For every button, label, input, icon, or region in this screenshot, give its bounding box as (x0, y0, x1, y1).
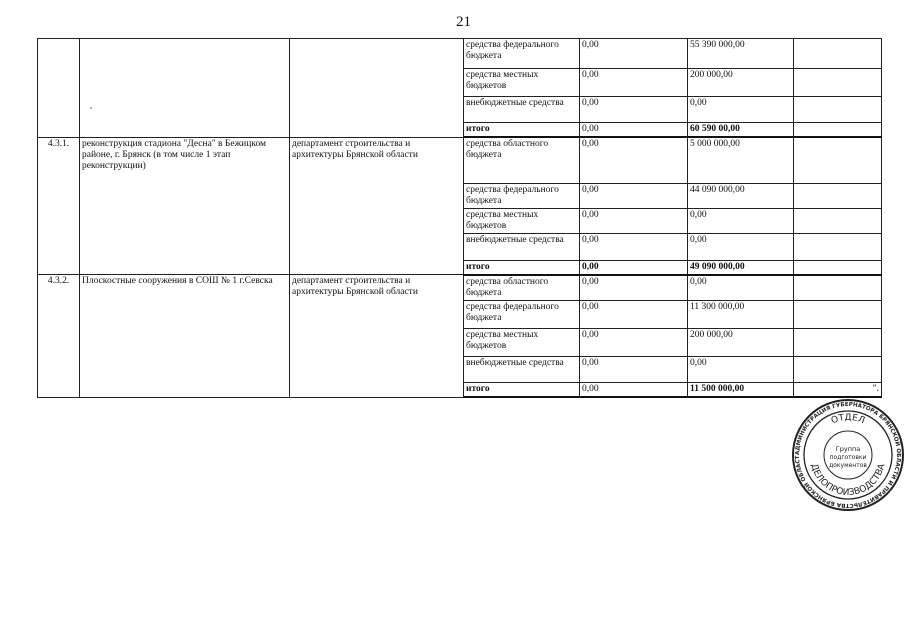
funding-source: внебюджетные средства (464, 357, 580, 383)
value-col-1: 0,00 (580, 208, 688, 233)
value-col-3 (794, 233, 882, 260)
value-col-3 (794, 123, 882, 138)
responsible-dept: департамент строительства и архитектуры Брянской области (290, 137, 464, 275)
stamp-ring-text: АДМИНИСТРАЦИЯ ГУБЕРНАТОРА БРЯНСКОЙ ОБЛАСТИ И ПРАВИТЕЛЬСТВА БРЯНСКОЙ ОБЛАСТ (794, 401, 902, 509)
value-col-1: 0,00 (580, 383, 688, 398)
value-col-2: 200 000,00 (688, 329, 794, 357)
table-row (38, 275, 882, 301)
value-col-1: 0,00 (580, 329, 688, 357)
funding-source: внебюджетные средства (464, 97, 580, 123)
value-col-1: 0,00 (580, 39, 688, 69)
value-col-2: 0,00 (688, 357, 794, 383)
value-col-3 (794, 183, 882, 208)
value-col-2: 49 090 000,00 (688, 260, 794, 275)
page-number: 21 (456, 14, 471, 30)
value-col-3 (794, 39, 882, 69)
item-name (80, 39, 290, 138)
value-col-1: 0,00 (580, 301, 688, 329)
item-number (38, 39, 80, 138)
value-col-3 (794, 260, 882, 275)
value-col-2: 5 000 000,00 (688, 137, 794, 183)
value-col-1: 0,00 (580, 357, 688, 383)
funding-source: внебюджетные средства (464, 233, 580, 260)
funding-source: средства областного бюджета (464, 275, 580, 301)
funding-source: средства местных бюджетов (464, 329, 580, 357)
value-col-3 (794, 69, 882, 97)
value-col-2: 0,00 (688, 208, 794, 233)
value-col-2: 55 390 000,00 (688, 39, 794, 69)
value-col-3 (794, 357, 882, 383)
item-number: 4.3.2. (38, 275, 80, 398)
value-col-1: 0,00 (580, 123, 688, 138)
value-col-1: 0,00 (580, 275, 688, 301)
table-row (38, 137, 882, 183)
value-col-3 (794, 97, 882, 123)
value-col-2: 0,00 (688, 97, 794, 123)
responsible-dept (290, 39, 464, 138)
funding-source: средства местных бюджетов (464, 208, 580, 233)
value-col-1: 0,00 (580, 137, 688, 183)
value-col-1: 0,00 (580, 97, 688, 123)
funding-source: итого (464, 260, 580, 275)
value-col-2: 11 500 000,00 (688, 383, 794, 398)
value-col-2: 200 000,00 (688, 69, 794, 97)
value-col-1: 0,00 (580, 183, 688, 208)
value-col-3 (794, 137, 882, 183)
item-name: Плоскостные сооружения в СОШ № 1 г.Севска (80, 275, 290, 398)
responsible-dept: департамент строительства и архитектуры Брянской области (290, 275, 464, 398)
funding-source: итого (464, 123, 580, 138)
funding-source: итого (464, 383, 580, 398)
funding-source: средства федерального бюджета (464, 301, 580, 329)
value-col-3 (794, 329, 882, 357)
office-stamp (791, 398, 905, 512)
table-row (38, 39, 882, 69)
value-col-2: 0,00 (688, 275, 794, 301)
funding-source: средства областного бюджета (464, 137, 580, 183)
value-col-1: 0,00 (580, 69, 688, 97)
value-col-3: ". (794, 383, 882, 398)
value-col-3 (794, 275, 882, 301)
stamp-center-line-3: документов (829, 462, 867, 469)
value-col-3 (794, 301, 882, 329)
stamp-center-line-2: подготовки (829, 454, 867, 461)
value-col-1: 0,00 (580, 233, 688, 260)
value-col-2: 44 090 000,00 (688, 183, 794, 208)
value-col-2: 11 300 000,00 (688, 301, 794, 329)
item-name: реконструкция стадиона "Десна" в Бежицком районе, г. Брянск (в том числе 1 этап реконструкции) (80, 137, 290, 275)
budget-table (37, 38, 882, 398)
funding-source: средства федерального бюджета (464, 39, 580, 69)
value-col-2: 0,00 (688, 233, 794, 260)
stamp-top-text: ОТДЕЛ (829, 412, 867, 427)
funding-source: средства федерального бюджета (464, 183, 580, 208)
value-col-2: 60 590 00,00 (688, 123, 794, 138)
stamp-arc-text: ДЕЛОПРОИЗВОДСТВА (808, 462, 888, 499)
svg-text:ОТДЕЛ (830, 413, 866, 426)
value-col-3 (794, 208, 882, 233)
value-col-1: 0,00 (580, 260, 688, 275)
stamp-center-line-1: Группа (835, 445, 861, 453)
funding-source: средства местных бюджетов (464, 69, 580, 97)
item-number: 4.3.1. (38, 137, 80, 275)
